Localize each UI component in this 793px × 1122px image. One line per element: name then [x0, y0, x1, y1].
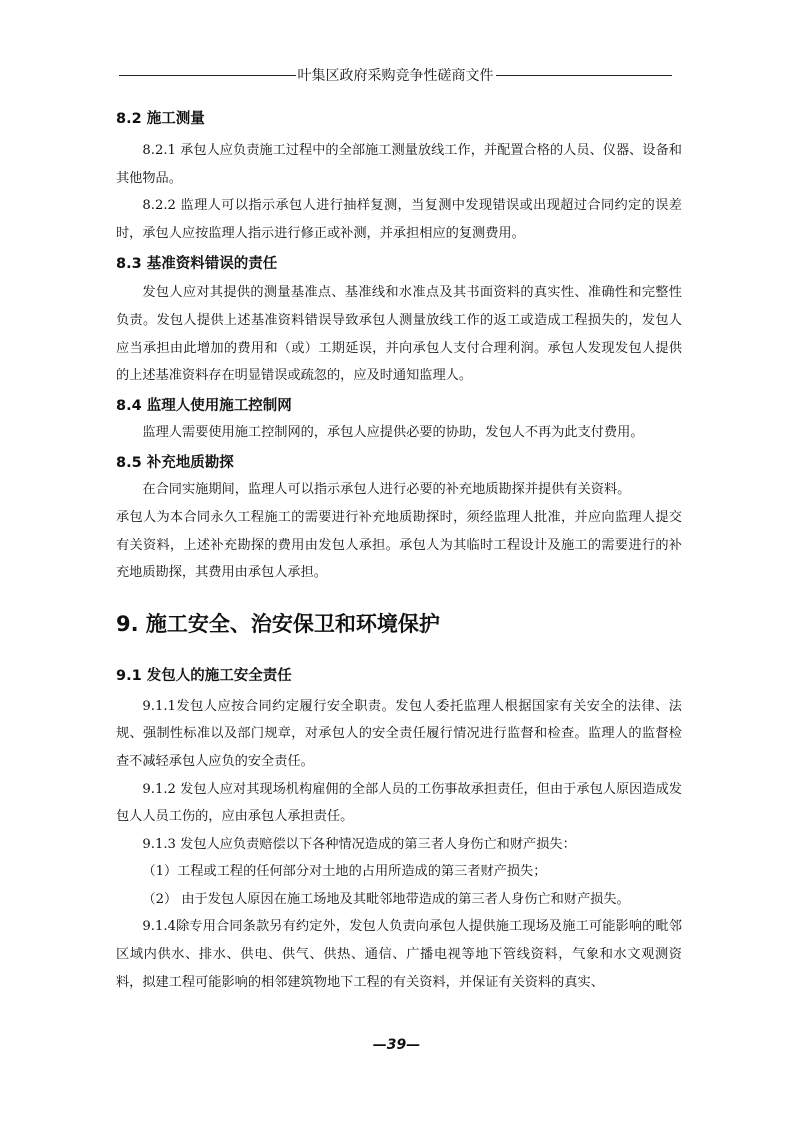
para-9-1-2: 9.1.2 发包人应对其现场机构雇佣的全部人员的工伤事故承担责任，但由于承包人原因造成发包人人员工伤的，应由承包人承担责任。	[116, 781, 682, 825]
para-8-2-2: 8.2.2 监理人可以指示承包人进行抽样复测，当复测中发现错误或出现超过合同约定的误差时，承包人应按监理人指示进行修正或补测，并承担相应的复测费用。	[116, 198, 682, 241]
section-8-5-heading: 8.5 补充地质勘探	[116, 455, 234, 472]
section-8-2-heading: 8.2 施工测量	[116, 111, 205, 127]
para-9-1-3: 9.1.3 发包人应负责赔偿以下各种情况造成的第三者人身伤亡和财产损失：	[142, 836, 576, 852]
para-8-4: 监理人需要使用施工控制网的，承包人应提供必要的协助，发包人不再为此支付费用。	[142, 424, 644, 440]
section-8-4-heading: 8.4 监理人使用施工控制网	[116, 397, 292, 414]
chapter-9-heading: 9. 施工安全、治安保卫和环境保护	[116, 611, 440, 636]
header-rule-left	[119, 75, 296, 76]
page-number: —39—	[372, 1037, 421, 1053]
para-8-5-2: 承包人为本合同永久工程施工的需要进行补充地质勘探时，须经监理人批准，并应向监理人提交有关资料，上述补充勘探的费用由发包人承担。承包人为其临时工程设计及施工的需要进行的补充地质勘探，其费用由承包人承担。	[116, 509, 682, 581]
section-8-3-heading: 8.3 基准资料错误的责任	[116, 256, 278, 273]
para-8-3: 发包人应对其提供的测量基准点、基准线和水准点及其书面资料的真实性、准确性和完整性负责。发包人提供上述基准资料错误导致承包人测量放线工作的返工或造成工程损失的，发包人应当承担由此增加的费用和（或）工期延误，并向承包人支付合理利润。承包人发现发包人提供的上述基准资料存在明显错误或疏忽的，应及时通知监理人。	[116, 285, 682, 384]
para-8-2-1: 8.2.1 承包人应负责施工过程中的全部施工测量放线工作，并配置合格的人员、仪器、设备和其他物品。	[116, 143, 682, 186]
para-9-1-3-item-2: （2） 由于发包人原因在施工场地及其毗邻地带造成的第三者人身伤亡和财产损失。	[142, 891, 630, 907]
para-8-5-1: 在合同实施期间，监理人可以指示承包人进行必要的补充地质勘探并提供有关资料。	[142, 482, 631, 498]
header-title: 叶集区政府采购竞争性磋商文件	[297, 68, 494, 84]
para-9-1-4: 9.1.4除专用合同条款另有约定外，发包人负责向承包人提供施工现场及施工可能影响的毗邻区域内供水、排水、供电、供气、供热、通信、广播电视等地下管线资料，气象和水文观测资料，拟建工程可能影响的相邻建筑物地下工程的有关资料，并保证有关资料的真实、	[116, 919, 682, 990]
header-rule-right	[496, 75, 673, 76]
page-body	[116, 102, 682, 996]
page-header	[119, 64, 672, 86]
para-9-1-3-item-1: （1）工程或工程的任何部分对土地的占用所造成的第三者财产损失；	[142, 864, 547, 880]
para-9-1-1: 9.1.1发包人应按合同约定履行安全职责。发包人委托监理人根据国家有关安全的法律、法规、强制性标准以及部门规章，对承包人的安全责任履行情况进行监督和检查。监理人的监督检查不减轻承包人应负的安全责任。	[116, 698, 682, 769]
section-9-1-heading: 9.1 发包人的施工安全责任	[116, 667, 292, 684]
